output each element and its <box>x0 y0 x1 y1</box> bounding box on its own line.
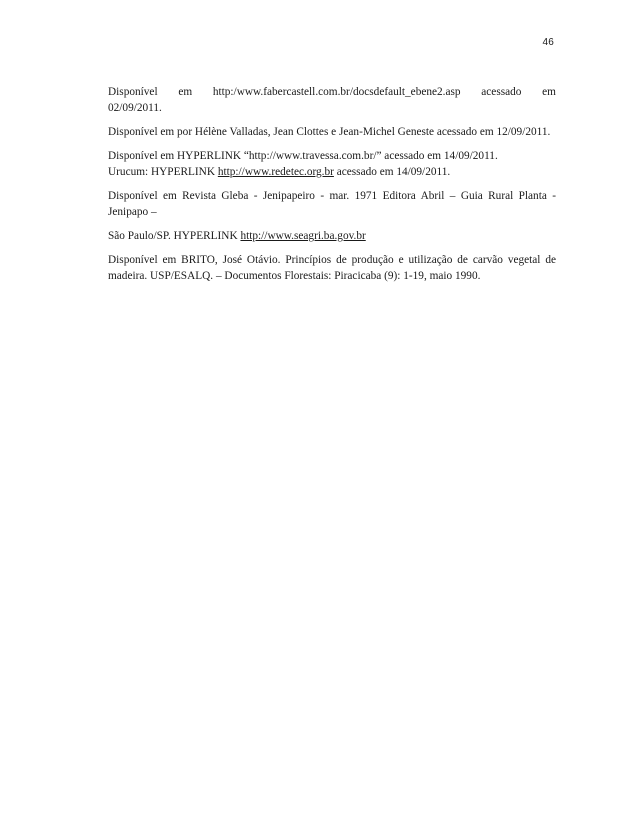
reference-line <box>108 84 556 100</box>
reference-text: acessado em 14/09/2011. <box>333 166 451 178</box>
seagri-link[interactable]: http://www.seagri.ba.gov.br <box>240 230 366 242</box>
reference-gleba: Disponível em Revista Gleba - Jenipapeiro - mar. 1971 Editora Abril – Guia Rural Planta - Jenipapo – <box>108 190 556 218</box>
page-number: 46 <box>542 37 554 48</box>
reference-seagri <box>108 228 556 244</box>
reference-url: http:/www.fabercastell.com.br/docsdefault_ebene2.asp <box>212 86 461 98</box>
reference-word: em <box>542 86 556 98</box>
reference-brito: Disponível em BRITO, José Otávio. Princípios de produção e utilização de carvão vegetal de madeira. USP/ESALQ. – Documentos Florestais: Piracicaba (9): 1-19, maio 1990. <box>108 254 556 282</box>
redetec-link[interactable]: http://www.redetec.org.br <box>217 166 334 178</box>
reference-date: 02/09/2011. <box>108 102 162 114</box>
reference-valladas: Disponível em por Hélène Valladas, Jean Clottes e Jean-Michel Geneste acessado em 12/09/2011. <box>108 126 551 138</box>
reference-travessa: Disponível em HYPERLINK “http://www.travessa.com.br/” acessado em 14/09/2011. <box>108 150 498 162</box>
reference-word: em <box>178 86 193 98</box>
reference-text: Urucum: HYPERLINK <box>108 166 218 178</box>
reference-text: São Paulo/SP. HYPERLINK <box>108 230 241 242</box>
reference-word: acessado <box>481 86 522 98</box>
reference-urucum <box>108 164 556 180</box>
reference-fabercastell <box>108 84 556 116</box>
reference-travessa-urucum <box>108 148 556 180</box>
references-list <box>108 84 556 284</box>
reference-word: Disponível <box>108 86 158 98</box>
